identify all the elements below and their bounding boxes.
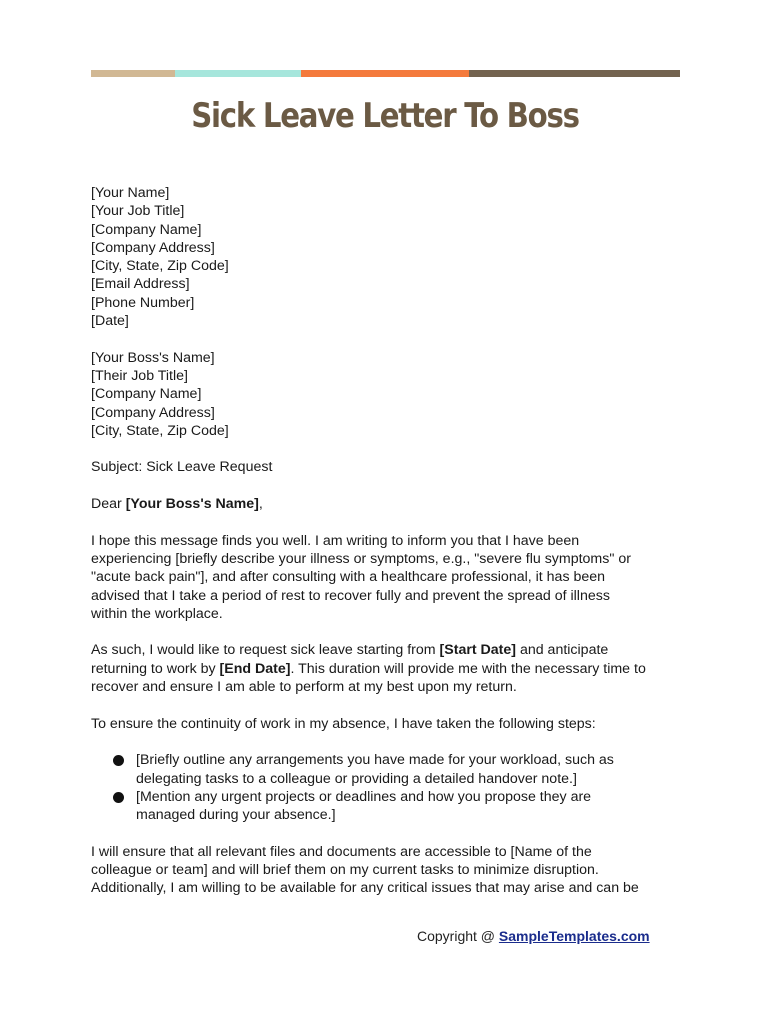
sender-line: [Phone Number] (91, 294, 195, 311)
recipient-line: [Company Address] (91, 404, 215, 421)
page-title: Sick Leave Letter To Boss (191, 96, 579, 136)
paragraph-line: within the workplace. (91, 605, 223, 622)
copyright-footer (417, 928, 650, 944)
sender-line: [Your Name] (91, 185, 170, 201)
paragraph-line: experiencing [briefly describe your illness or symptoms, e.g., "severe flu symptoms" or (91, 550, 631, 567)
list-item-line: [Mention any urgent projects or deadlines and how you propose they are (136, 788, 592, 805)
text-fragment: and anticipate (516, 642, 609, 659)
paragraph-line: recover and ensure I am able to perform at my best upon my return. (91, 679, 517, 696)
color-bar-segment-brown (469, 70, 680, 77)
paragraph-line: Additionally, I am willing to be available for any critical issues that may arise and can be (91, 880, 639, 897)
sender-line: [Email Address] (91, 276, 190, 293)
paragraph-1 (91, 532, 691, 623)
bullet-icon (113, 792, 124, 803)
paragraph-line: I hope this message finds you well. I am writing to inform you that I have been (91, 532, 580, 549)
sender-line: [Company Name] (91, 221, 202, 238)
sender-line: [Your Job Title] (91, 203, 185, 220)
greeting-suffix: , (258, 496, 263, 513)
greeting-prefix: Dear (91, 496, 126, 513)
paragraph-4 (91, 843, 691, 898)
greeting-name: [Your Boss's Name] (125, 496, 259, 513)
text-fragment: . This duration will provide me with the necessary time to (290, 660, 646, 677)
site-link[interactable]: SampleTemplates.com (498, 928, 650, 944)
text-fragment: As such, I would like to request sick leave starting from (91, 642, 440, 659)
recipient-line: [Your Boss's Name] (91, 349, 215, 366)
sender-line: [City, State, Zip Code] (91, 258, 229, 275)
sender-line: [Company Address] (91, 239, 215, 256)
end-date-placeholder: [End Date] (219, 660, 291, 677)
recipient-block (91, 349, 691, 440)
sender-block (91, 184, 691, 330)
paragraph-line: "acute back pain"], and after consulting with a healthcare professional, it has been (91, 569, 606, 586)
steps-list (91, 751, 691, 824)
color-bar-segment-tan (91, 70, 175, 77)
paragraph-2 (91, 641, 691, 696)
paragraph-line: I will ensure that all relevant files and documents are accessible to [Name of the (91, 843, 592, 860)
list-item (91, 751, 691, 788)
greeting (91, 495, 691, 513)
paragraph-line: advised that I take a period of rest to recover fully and prevent the spread of illness (91, 587, 610, 604)
list-item-line: managed during your absence.] (136, 807, 336, 824)
recipient-line: [Company Name] (91, 386, 202, 403)
list-item (91, 788, 691, 825)
bullet-icon (113, 755, 124, 766)
list-item-line: delegating tasks to a colleague or providing a detailed handover note.] (136, 770, 577, 787)
recipient-line: [Their Job Title] (91, 367, 188, 384)
letter-body (91, 184, 691, 898)
paragraph-line: colleague or team] and will brief them on my current tasks to minimize disruption. (91, 861, 599, 878)
list-item-line: [Briefly outline any arrangements you have made for your workload, such as (136, 752, 614, 769)
text-fragment: returning to work by (91, 660, 220, 677)
sender-line: [Date] (91, 313, 129, 330)
paragraph-3: To ensure the continuity of work in my absence, I have taken the following steps: (91, 715, 596, 732)
color-bar-segment-orange (301, 70, 469, 77)
subject-line: Subject: Sick Leave Request (91, 459, 273, 476)
decorative-color-bar (91, 70, 680, 77)
paragraph-line (91, 660, 691, 678)
copyright-text: Copyright @ (417, 928, 499, 944)
start-date-placeholder: [Start Date] (439, 642, 516, 659)
color-bar-segment-teal (175, 70, 301, 77)
paragraph-line (91, 641, 691, 659)
recipient-line: [City, State, Zip Code] (91, 422, 229, 439)
